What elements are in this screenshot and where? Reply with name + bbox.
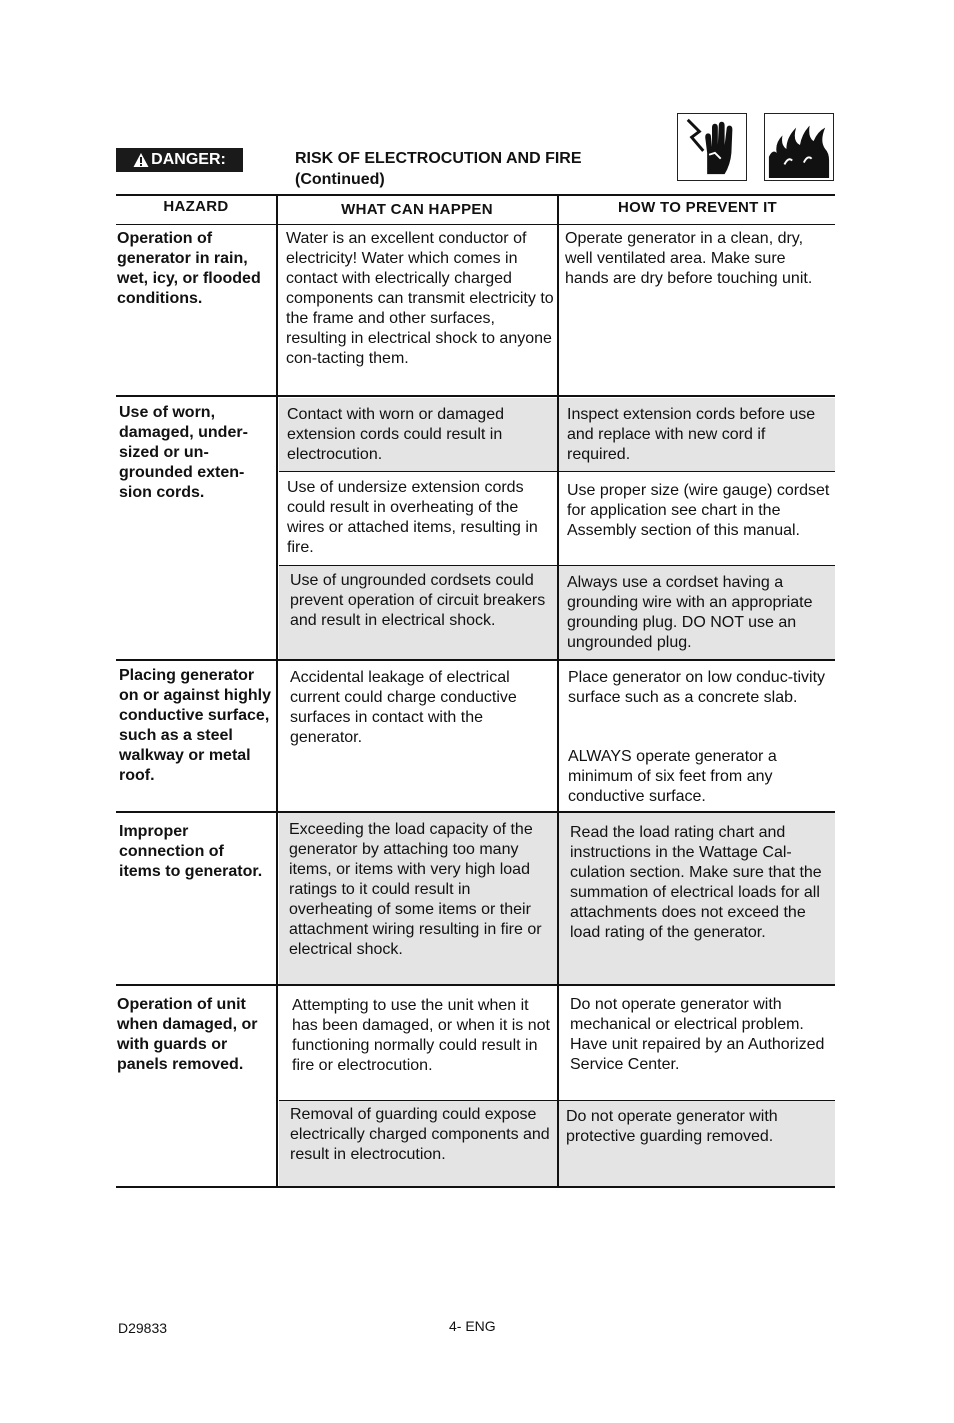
rule-row-4 [116,984,835,986]
fire-icon [764,113,834,181]
prevent-cell: Read the load rating chart and instructions in the Wattage Cal-culation section. Make sure that the summation of electrical loads for all attachments does not exceed the load rating of the generator. [570,824,822,941]
rule-row-2 [116,659,835,661]
rule-header [116,224,835,225]
happen-cell: Exceeding the load capacity of the generator by attaching too many items, or items with very high load ratings to it could result in overheating of some items or their attachment wiring resulting in fire or electrical shock. [289,821,542,958]
rule-row-1 [116,395,835,397]
rule-bottom [116,1186,835,1188]
col-header-hazard: HAZARD [163,198,229,215]
happen-cell: Use of ungrounded cordsets could prevent operation of circuit breakers and result in electrical shock. [290,572,546,629]
col-divider-2 [557,194,559,1188]
happen-cell: Attempting to use the unit when it has been damaged, or when it is not functioning normally could result in fire or electrocution. [292,997,550,1074]
prevent-cell: Inspect extension cords before use and replace with new cord if required. [567,406,816,463]
prevent-cell: Use proper size (wire gauge) cordset for application see chart in the Assembly section of this manual. [567,482,830,539]
page-number: 4- ENG [449,1318,496,1334]
warning-triangle-icon [133,152,149,168]
hazard-cell: Improper connection of items to generator. [119,823,263,880]
prevent-cell: Always use a cordset having a grounding wire with an appropriate grounding plug. DO NOT use an ungrounded plug. [567,574,813,651]
col-header-how-to-prevent: HOW TO PREVENT IT [618,199,777,216]
page-title [295,148,655,190]
hazard-cell: Placing generator on or against highly conductive surface, such as a steel walkway or metal roof. [119,667,272,784]
happen-cell: Contact with worn or damaged extension cords could result in electrocution. [287,406,504,463]
happen-cell: Use of undersize extension cords could result in overheating of the wires or attached items, resulting in fire. [287,479,538,556]
danger-badge [116,148,243,172]
rule-row-3 [116,811,835,813]
title-line-2: (Continued) [295,171,385,188]
prevent-cell: ALWAYS operate generator a minimum of six feet from any conductive surface. [568,748,777,805]
prevent-cell: Do not operate generator with protective guarding removed. [566,1108,778,1145]
happen-cell: Water is an excellent conductor of electricity! Water which comes in contact with electrically charged components can transmit electricity to the frame and other surfaces, resulting in electrical shock to anyone con-tacting them. [286,230,554,367]
prevent-cell: Place generator on low conduc-tivity surface such as a concrete slab. [568,669,826,706]
hazard-cell: Use of worn, damaged, under-sized or un-grounded exten-sion cords. [119,404,248,501]
col-divider-1 [276,194,278,1188]
danger-label: DANGER: [151,151,226,168]
hazard-cell: Operation of unit when damaged, or with guards or panels removed. [117,996,258,1073]
title-line-1: RISK OF ELECTROCUTION AND FIRE [295,150,582,167]
prevent-cell: Do not operate generator with mechanical or electrical problem. Have unit repaired by an Authorized Service Center. [570,996,825,1073]
hazard-cell: Operation of generator in rain, wet, icy, or flooded conditions. [117,230,261,307]
doc-number: D29833 [118,1320,168,1336]
col-header-what-can-happen: WHAT CAN HAPPEN [341,201,493,218]
happen-cell: Accidental leakage of electrical current could charge conductive surfaces in contact with the generator. [290,669,517,746]
prevent-cell: Operate generator in a clean, dry, well ventilated area. Make sure hands are dry before touching unit. [565,230,813,287]
rule-top [116,194,835,196]
happen-cell: Removal of guarding could expose electrically charged components and result in electrocution. [290,1106,550,1163]
electric-shock-icon [677,113,747,181]
